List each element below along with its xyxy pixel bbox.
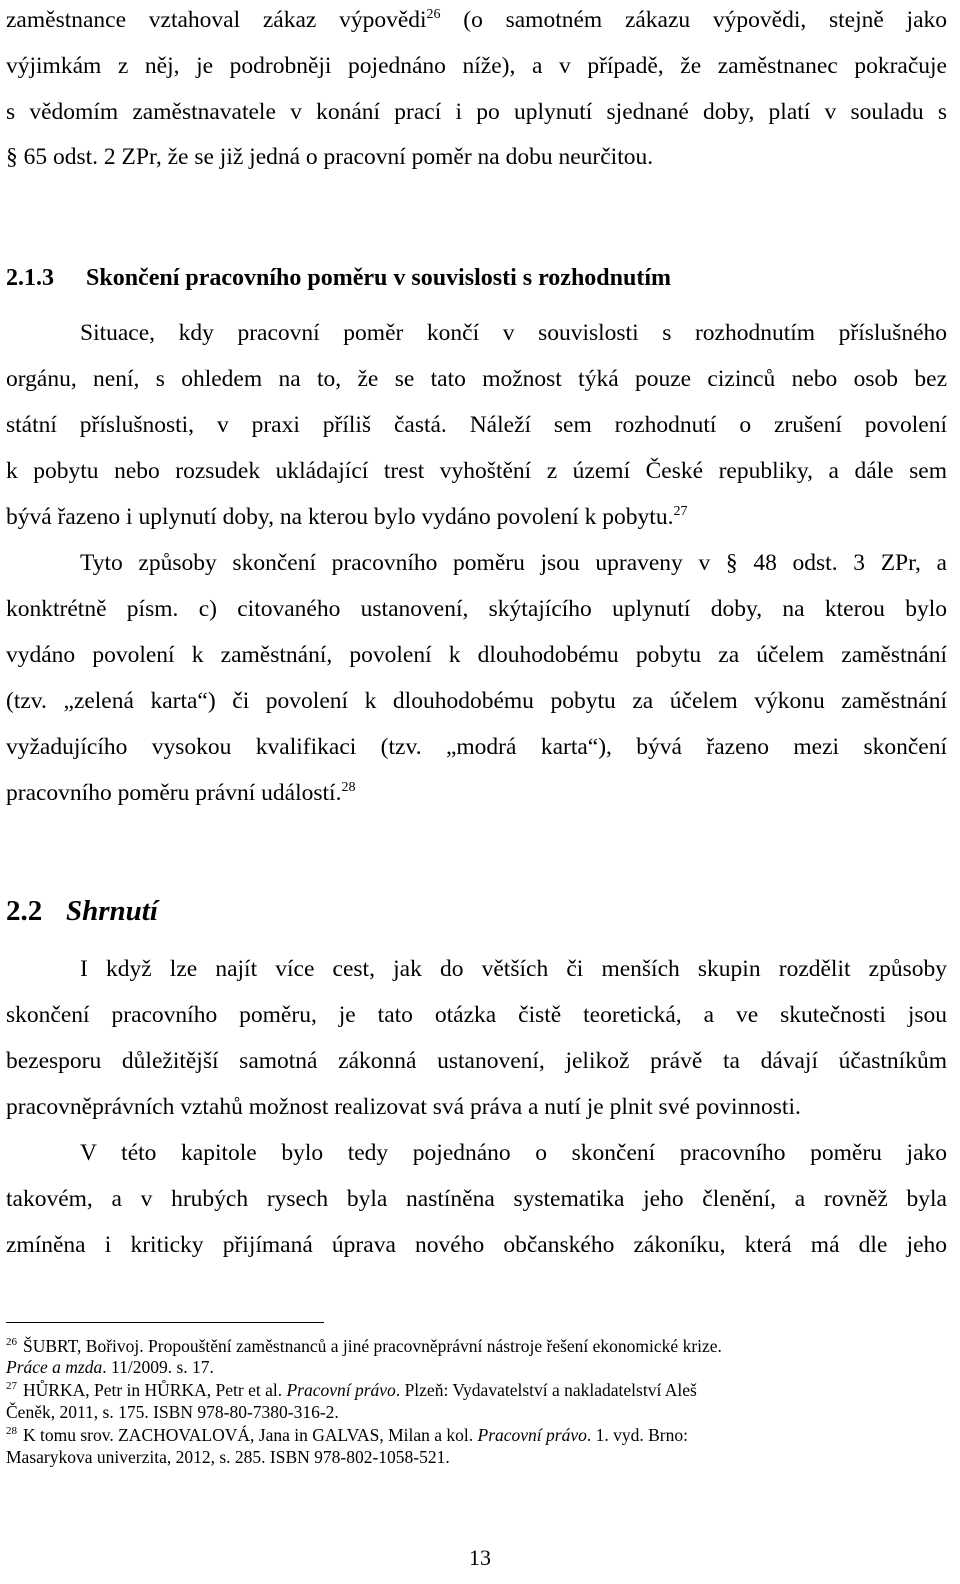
footnote-28-cont: Masarykova univerzita, 2012, s. 285. ISBN 978-802-1058-521. <box>6 1447 450 1467</box>
footnote-27-cont: Čeněk, 2011, s. 175. ISBN 978-80-7380-316-2. <box>6 1402 339 1422</box>
footnote-ref-26[interactable]: 26 <box>426 7 441 23</box>
footnote-book-title: Pracovní právo <box>477 1425 587 1445</box>
paragraph-text: pracovního poměru právní událostí. <box>6 780 342 806</box>
footnote-number: 26 <box>6 1336 17 1349</box>
footnote-ref-27[interactable]: 27 <box>673 504 688 520</box>
paragraph-line: pracovněprávních vztahů možnost realizovat svá práva a nutí je plnit své povinnosti. <box>6 1094 801 1120</box>
section-title: Skončení pracovního poměru v souvislosti s rozhodnutím <box>86 265 671 291</box>
intro-line-2: výjimkám z něj, je podrobněji pojednáno níže), a v případě, že zaměstnanec pokračuje <box>6 53 947 79</box>
page-number: 13 <box>469 1545 491 1570</box>
intro-line-3: s vědomím zaměstnavatele v konání prací i po uplynutí sjednané doby, platí v souladu s <box>6 99 947 125</box>
footnote-journal: Práce a mzda <box>6 1357 103 1377</box>
paragraph-line: Tyto způsoby skončení pracovního poměru jsou upraveny v § 48 odst. 3 ZPr, a <box>80 550 947 576</box>
footnote-ref-28[interactable]: 28 <box>341 780 356 796</box>
footnote-number: 28 <box>6 1425 17 1438</box>
paragraph-text: bývá řazeno i uplynutí doby, na kterou bylo vydáno povolení k pobytu. <box>6 504 674 530</box>
footnote-text: . 1. vyd. Brno: <box>586 1425 688 1445</box>
paragraph-line: vyžadujícího vysokou kvalifikaci (tzv. „modrá karta“), bývá řazeno mezi skončení <box>6 734 947 760</box>
section-heading-2-1-3 <box>6 263 671 293</box>
footnote-26-cont <box>6 1357 947 1378</box>
section-number: 2.1.3 <box>6 265 54 291</box>
paragraph-line: konktrétně písm. c) citovaného ustanovení, skýtajícího uplynutí doby, na kterou bylo <box>6 596 947 622</box>
paragraph-line: takovém, a v hrubých rysech byla nastíněna systematika jeho členění, a rovněž byla <box>6 1186 947 1212</box>
section-heading-2-2 <box>6 894 158 928</box>
paragraph-line: (tzv. „zelená karta“) či povolení k dlouhodobému pobytu za účelem výkonu zaměstnání <box>6 688 947 714</box>
paragraph-line: zmíněna i kriticky přijímaná úprava nového občanského zákoníku, která má dle jeho <box>6 1232 947 1258</box>
intro-line-1 <box>6 6 947 34</box>
footnote-text: K tomu srov. ZACHOVALOVÁ, Jana in GALVAS, Milan a kol. <box>23 1425 478 1445</box>
footnote-text: HŮRKA, Petr in HŮRKA, Petr et al. <box>23 1380 287 1400</box>
paragraph-line: k pobytu nebo rozsudek ukládající trest vyhoštění z území České republiky, a dále sem <box>6 458 947 484</box>
paragraph-line <box>6 503 947 531</box>
footnote-text: . Plzeň: Vydavatelství a nakladatelství Aleš <box>395 1380 697 1400</box>
footnote-number: 27 <box>6 1380 17 1393</box>
footnote-27 <box>6 1380 947 1401</box>
paragraph-line: V této kapitole bylo tedy pojednáno o skončení pracovního poměru jako <box>80 1140 947 1166</box>
intro-line-4: § 65 odst. 2 ZPr, že se již jedná o pracovní poměr na dobu neurčitou. <box>6 144 654 170</box>
section-number: 2.2 <box>6 895 43 927</box>
footnote-28 <box>6 1425 947 1446</box>
paragraph-line: orgánu, není, s ohledem na to, že se tato možnost týká pouze cizinců nebo osob bez <box>6 366 947 392</box>
intro-text: zaměstnance vztahoval zákaz výpovědi <box>6 7 427 33</box>
footnote-separator <box>6 1322 324 1323</box>
paragraph-line: státní příslušnosti, v praxi příliš častá. Náleží sem rozhodnutí o zrušení povolení <box>6 412 947 438</box>
paragraph-line: bezesporu důležitější samotná zákonná ustanovení, jelikož právě ta dávají účastníkům <box>6 1048 947 1074</box>
footnote-text: . 11/2009. s. 17. <box>102 1357 214 1377</box>
paragraph-line: skončení pracovního poměru, je tato otázka čistě teoretická, a ve skutečnosti jsou <box>6 1002 947 1028</box>
paragraph-line: Situace, kdy pracovní poměr končí v souvislosti s rozhodnutím příslušného <box>80 320 947 346</box>
footnote-book-title: Pracovní právo <box>286 1380 396 1400</box>
section-title: Shrnutí <box>66 895 158 927</box>
paragraph-line: vydáno povolení k zaměstnání, povolení k dlouhodobému pobytu za účelem zaměstnání <box>6 642 947 668</box>
paragraph-line <box>6 779 947 807</box>
footnote-text: ŠUBRT, Bořivoj. Propouštění zaměstnanců a jiné pracovněprávní nástroje řešení ekonomické krize. <box>23 1336 722 1356</box>
footnote-26 <box>6 1336 947 1357</box>
intro-text: (o samotném zákazu výpovědi, stejně jako <box>440 7 947 33</box>
paragraph-line: I když lze najít více cest, jak do větších či menších skupin rozdělit způsoby <box>80 956 947 982</box>
